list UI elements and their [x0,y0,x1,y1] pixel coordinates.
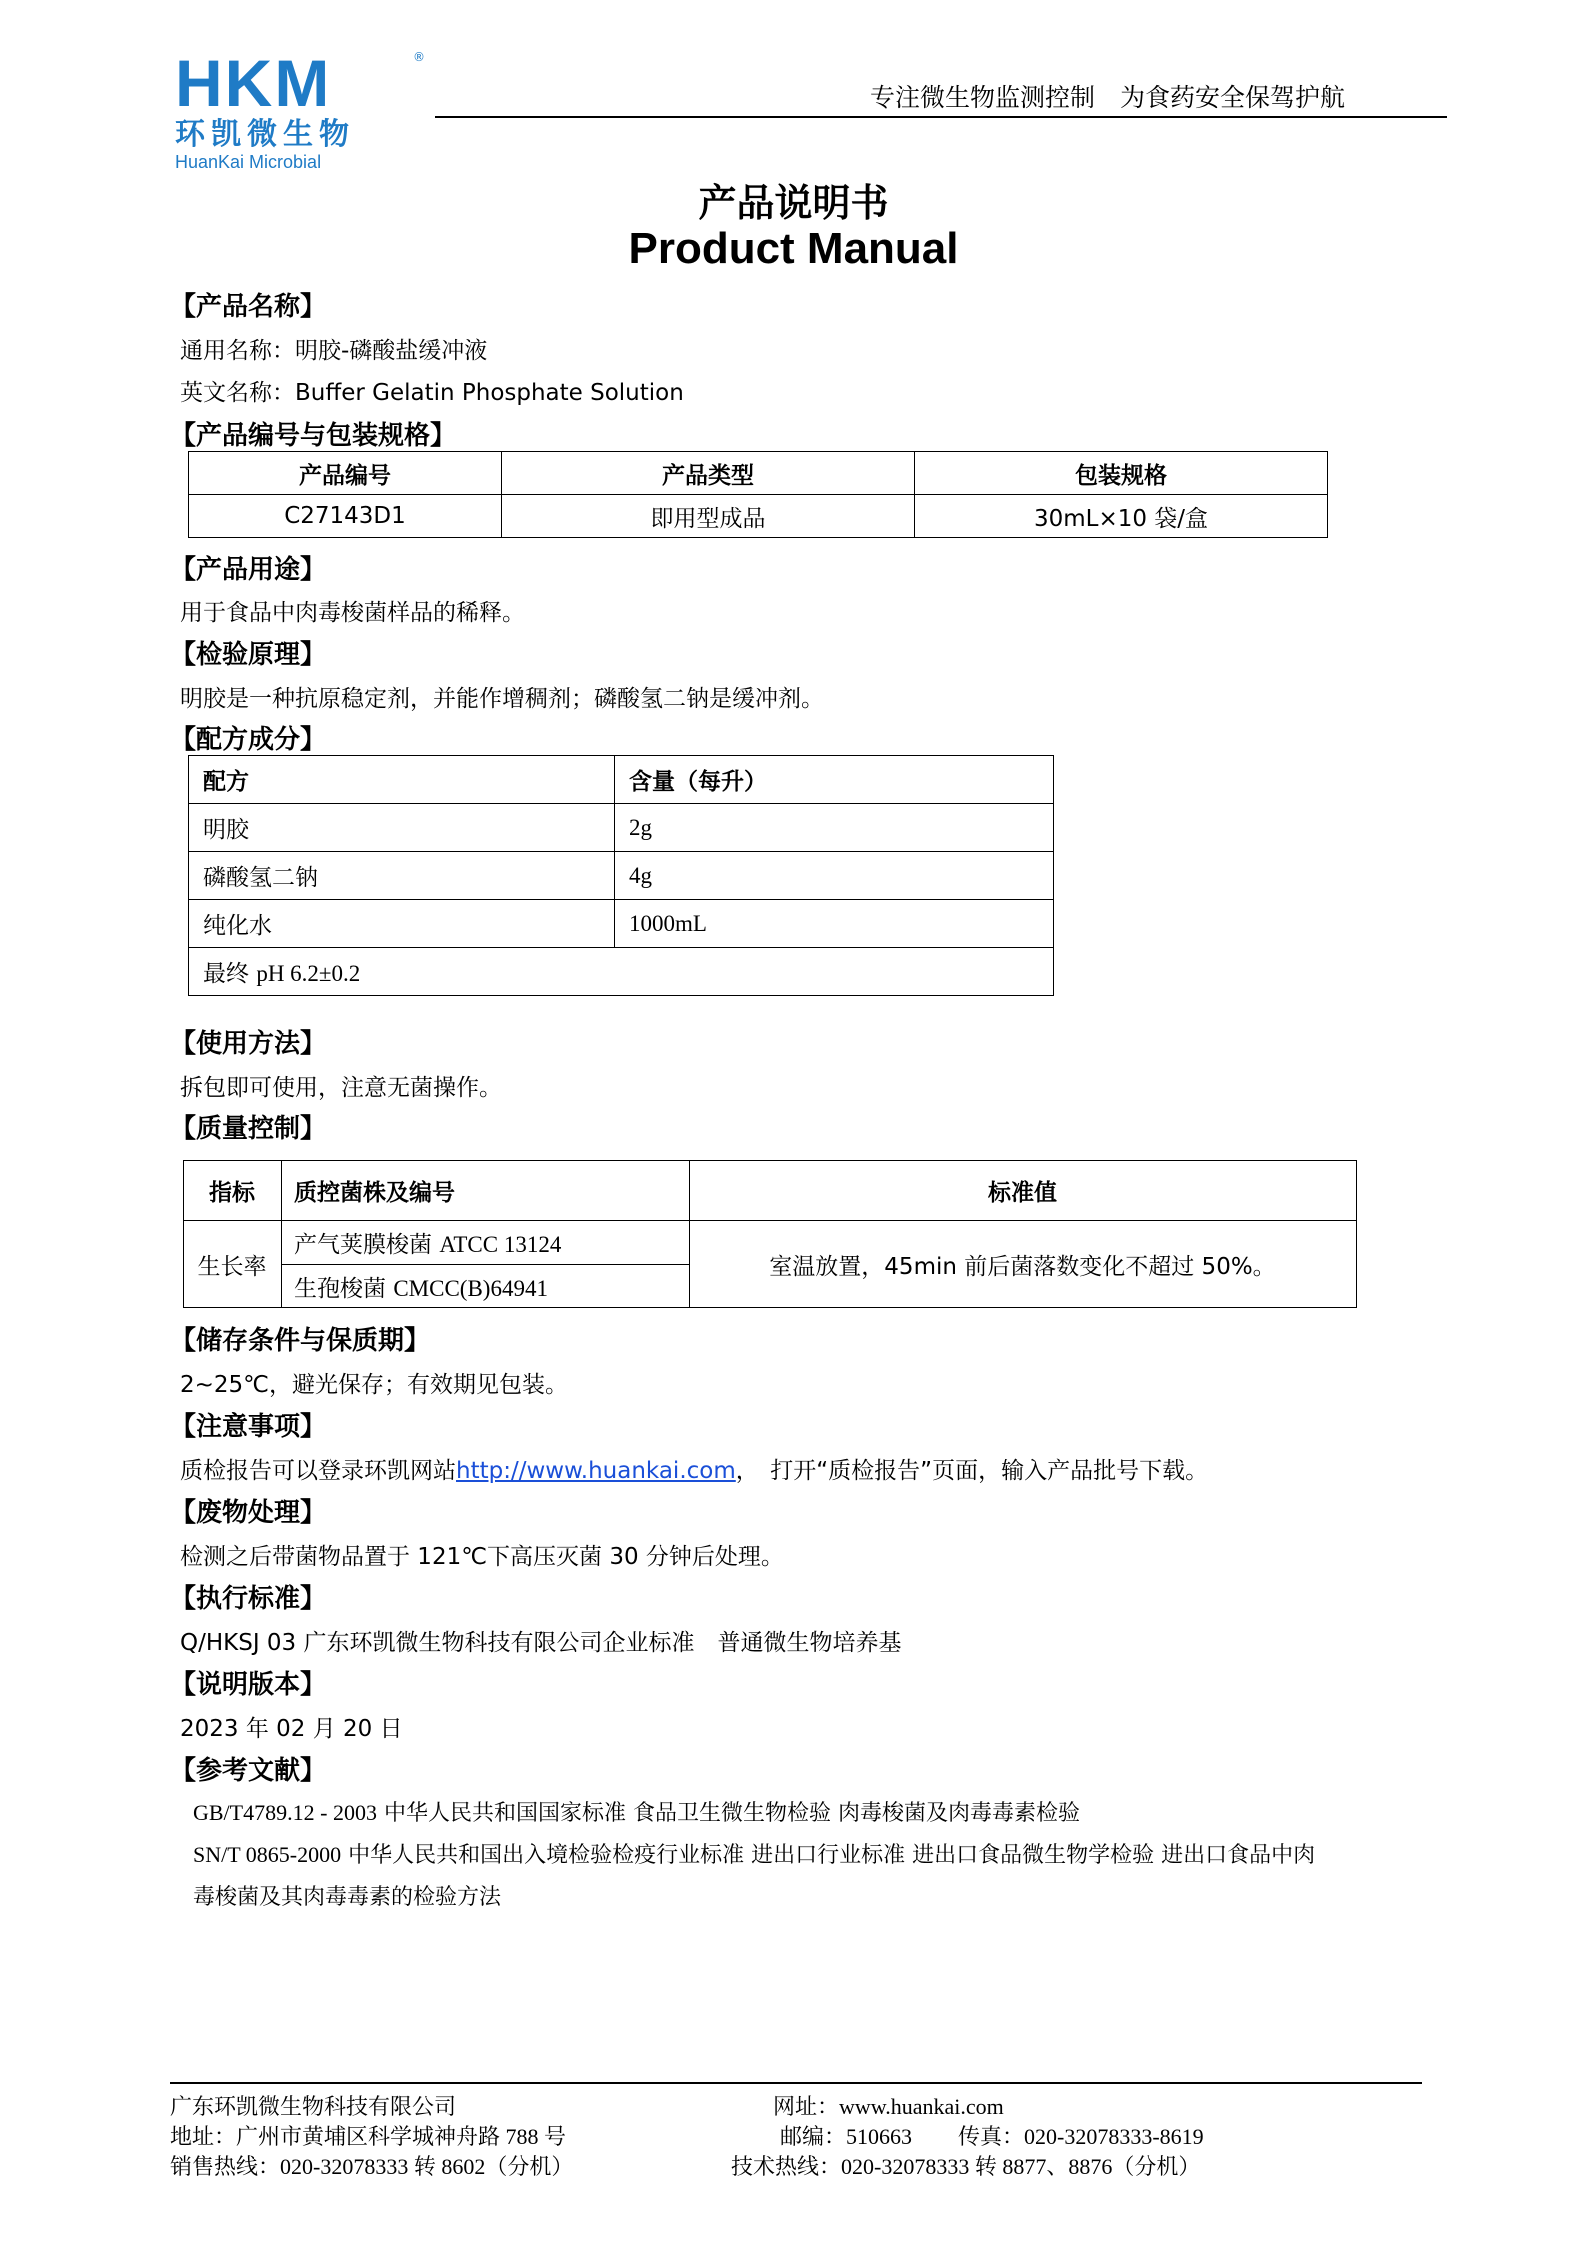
page-title-cn: 产品说明书 [698,181,889,225]
waste-text: 检测之后带菌物品置于 121℃下高压灭菌 30 分钟后处理。 [180,1544,784,1570]
package-spec: 30mL×10 袋/盒 [915,495,1328,538]
footer-company: 广东环凯微生物科技有限公司 [170,2094,457,2119]
common-name-value: 明胶-磷酸盐缓冲液 [295,338,488,364]
table-row [189,900,1054,948]
qc-table [183,1160,1357,1308]
notes-text-before: 质检报告可以登录环凯网站 [180,1458,456,1484]
common-name-line [180,332,487,365]
footer-postcode: 邮编：510663 [780,2124,913,2149]
formula-amount: 2g [615,804,1054,852]
section-heading-principle: 【检验原理】 [170,640,327,670]
ref-1-text: 中华人民共和国国家标准 食品卫生微生物检验 肉毒梭菌及肉毒毒素检验 [383,1801,1080,1826]
qc-indicator: 生长率 [184,1221,282,1308]
principle-text: 明胶是一种抗原稳定剂，并能作增稠剂；磷酸氢二钠是缓冲剂。 [180,686,824,712]
use-text: 用于食品中肉毒梭菌样品的稀释。 [180,600,525,626]
logo-en-text: HuanKai Microbial [175,152,322,172]
package-code: C27143D1 [189,495,502,538]
english-name-label: 英文名称： [180,380,295,406]
footer-tech: 技术热线：020-32078333 转 8877、8876（分机） [731,2154,1201,2179]
table-row [189,852,1054,900]
section-heading-qc: 【质量控制】 [170,1114,327,1144]
ref-1-code: GB/T4789.12 - 2003 [193,1800,377,1825]
footer-divider [170,2082,1422,2084]
formula-ph-cell [189,948,1054,996]
ref-2-code: SN/T 0865-2000 [193,1842,342,1867]
qc-header-strain: 质控菌株及编号 [282,1161,690,1221]
logo-cn-text: 环凯微生物 [175,117,355,152]
company-logo [175,46,435,172]
formula-header-ingredient: 配方 [189,756,615,804]
section-heading-storage: 【储存条件与保质期】 [170,1326,431,1356]
footer-address: 地址：广州市黄埔区科学城神舟路 788 号 [170,2124,567,2149]
qc-header-indicator: 指标 [184,1161,282,1221]
section-heading-refs: 【参考文献】 [170,1756,327,1786]
formula-header-amount: 含量（每升） [615,756,1054,804]
footer-website: 网址：www.huankai.com [773,2094,1004,2119]
notes-text-after: ， 打开“质检报告”页面，输入产品批号下载。 [735,1458,1209,1484]
footer-fax: 传真：020-32078333-8619 [958,2124,1204,2149]
package-type: 即用型成品 [502,495,915,538]
english-name-line [180,374,684,407]
qc-header-standard: 标准值 [690,1161,1357,1221]
standard-text: Q/HKSJ 03 广东环凯微生物科技有限公司企业标准 普通微生物培养基 [180,1630,902,1656]
ref-2 [193,1838,1315,1869]
qc-strain-1 [282,1221,690,1265]
qc-strain-2 [282,1265,690,1308]
section-heading-use: 【产品用途】 [170,555,327,585]
package-header-type: 产品类型 [502,452,915,495]
english-name-value: Buffer Gelatin Phosphate Solution [295,380,684,406]
formula-amount: 4g [615,852,1054,900]
notes-line [180,1452,1208,1485]
formula-ingredient: 磷酸氢二钠 [189,852,615,900]
ph-value: pH 6.2±0.2 [256,961,361,986]
section-heading-notes: 【注意事项】 [170,1412,327,1442]
ref-2-continued: 毒梭菌及其肉毒毒素的检验方法 [193,1885,502,1910]
formula-table [188,755,1054,996]
page-title-en: Product Manual [628,224,959,273]
strain-2-code: CMCC(B)64941 [393,1275,548,1301]
qc-standard: 室温放置，45min 前后菌落数变化不超过 50%。 [690,1221,1357,1308]
formula-ingredient: 纯化水 [189,900,615,948]
ph-label: 最终 [203,961,249,987]
version-text: 2023 年 02 月 20 日 [180,1716,403,1742]
footer-sales: 销售热线：020-32078333 转 8602（分机） [170,2154,574,2179]
header-divider [435,116,1447,118]
package-header-spec: 包装规格 [915,452,1328,495]
header-slogan: 专注微生物监测控制 为食药安全保驾护航 [870,83,1346,112]
section-heading-usage: 【使用方法】 [170,1029,327,1059]
section-heading-name: 【产品名称】 [170,292,327,322]
section-heading-waste: 【废物处理】 [170,1498,327,1528]
ref-1 [193,1796,1080,1827]
section-heading-package: 【产品编号与包装规格】 [170,421,457,451]
website-link[interactable]: http://www.huankai.com [456,1458,736,1484]
ref-2-text: 中华人民共和国出入境检验检疫行业标准 进出口行业标准 进出口食品微生物学检验 进出口食品中肉 [348,1843,1316,1868]
table-row [189,804,1054,852]
section-heading-version: 【说明版本】 [170,1670,327,1700]
strain-2-name: 生孢梭菌 [294,1275,386,1302]
storage-text: 2~25℃，避光保存；有效期见包装。 [180,1372,569,1398]
common-name-label: 通用名称： [180,338,295,364]
formula-ingredient: 明胶 [189,804,615,852]
usage-text: 拆包即可使用，注意无菌操作。 [180,1075,502,1101]
section-heading-standard: 【执行标准】 [170,1584,327,1614]
strain-1-code: ATCC 13124 [439,1232,562,1257]
registered-mark-icon: ® [413,50,425,64]
package-header-code: 产品编号 [189,452,502,495]
strain-1-name: 产气荚膜梭菌 [294,1232,432,1258]
formula-amount: 1000mL [615,900,1054,948]
logo-hkm-text: HKM [175,46,332,120]
package-table [188,451,1328,538]
section-heading-formula: 【配方成分】 [170,725,327,755]
